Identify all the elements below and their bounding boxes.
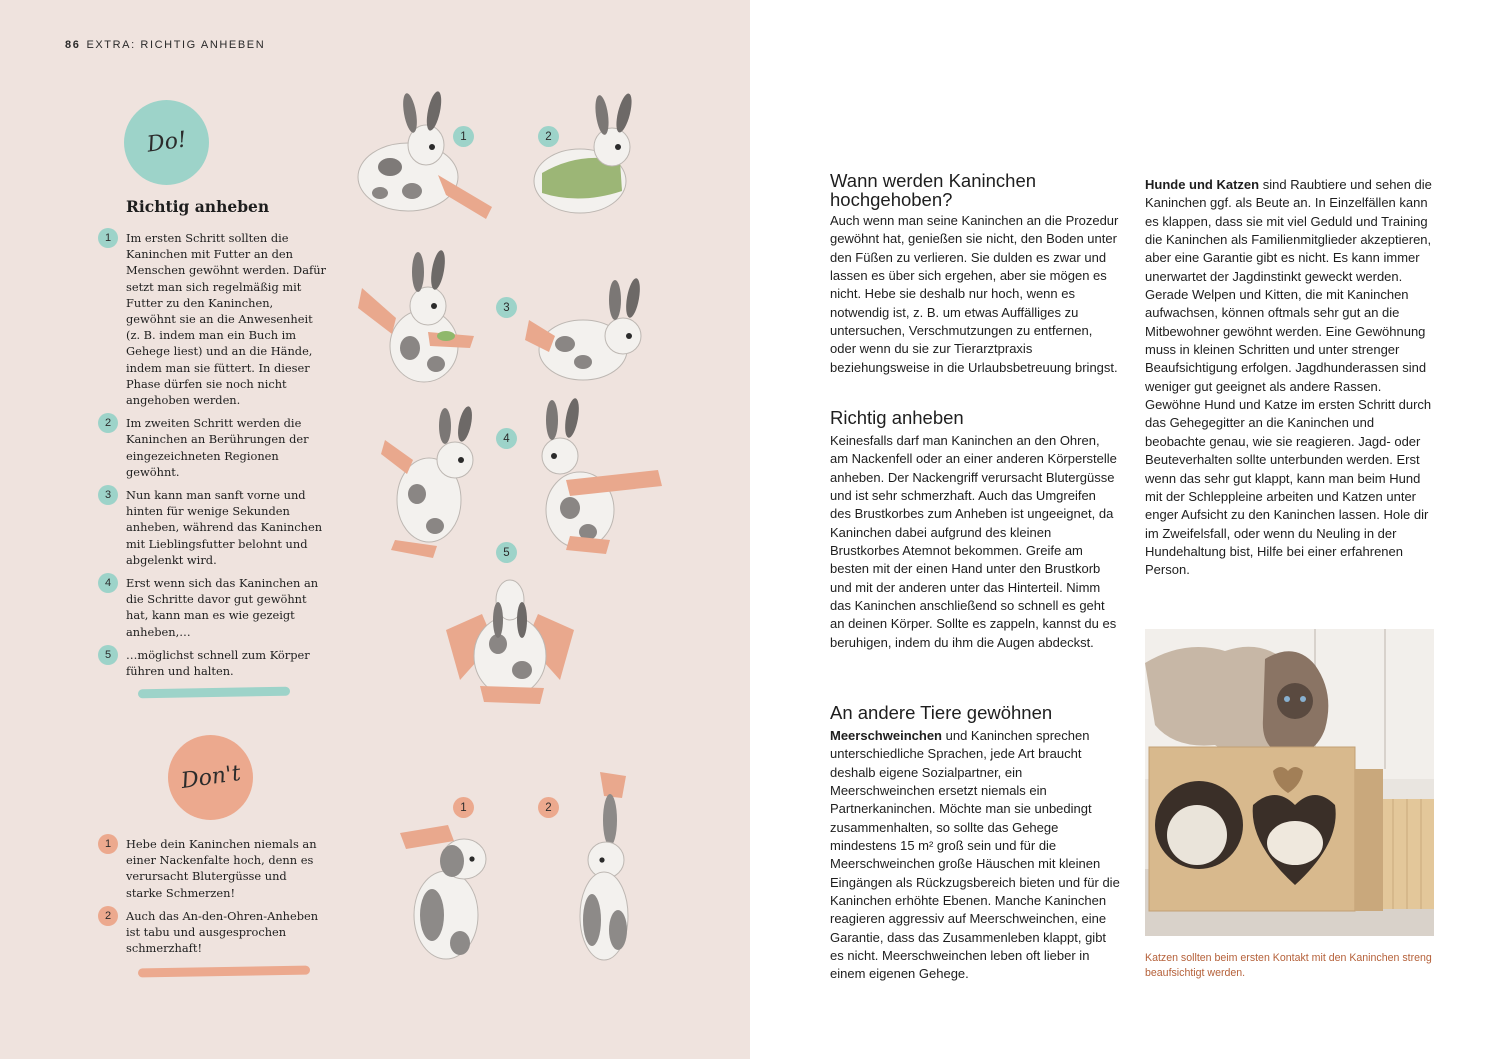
step-number: 2 [98, 413, 118, 433]
dont-step [98, 908, 326, 957]
heading-wann-hochgehoben: Wann werden Kaninchen hochgehoben? [830, 170, 1037, 210]
rabbit-illustration-dont-2 [570, 770, 640, 965]
step-text: Auch das An-den-Ohren-Anheben ist tabu und ausgesprochen schmerzhaft! [126, 908, 319, 956]
step-text: Erst wenn sich das Kaninchen an die Schritte davor gut gewöhnt hat, kann man es wie gezeigt anheben,… [126, 576, 319, 639]
rabbit-illustration-3a [362, 248, 492, 388]
do-section-title: Richtig anheben [126, 197, 270, 216]
page-header [65, 39, 265, 51]
do-steps-list [98, 230, 326, 686]
text-hunde-katzen-2: Gewöhne Hund und Katze im ersten Schritt durch das Gehegegitter an die Kaninchen und beobachte genau, wie sie reagieren. Jagd- oder Beuteverhalten sollte unterbunden werden. Erst wenn das sehr gut klappt, kann man beim Hund mit der Schleppleine arbeiten und Katzen unter enger Aufsicht zu den Kaninchen lassen. Hole dir im Zweifelsfall, oder wenn du Neuling in der Hundehaltung bist, Hilfe bei einer erfahrenen Person. [1145, 397, 1432, 578]
heading-andere-tiere: An andere Tiere gewöhnen [830, 702, 1053, 723]
text-meerschweinchen: und Kaninchen sprechen unterschiedliche Sprachen, jede Art braucht deshalb eigene Sozialpartner, ein Meerschweinchen ersetzt niemals ein Partnerkaninchen. Möchte man sie unbedingt zusammenhalten, so sollte das Gehege mindestens 15 m² groß sein und für die Meerschweinchen große Häuschen mit kleinen Eingängen als Rückzugsbereich bieten und für die Kaninchen erhöhte Ebenen. Manche Kaninchen reagieren aggressiv auf Meerschweinchen, eine Garantie, dass das Zusammenleben klappt, gibt es nicht. Meerschweinchen leben oft lieber in einem eigenen Gehege. [830, 728, 1120, 982]
step-number: 1 [98, 834, 118, 854]
do-step [98, 415, 326, 480]
do-badge-label: Do! [145, 127, 188, 158]
do-step [98, 230, 326, 408]
rabbit-illustration-5 [440, 570, 580, 725]
photo-caption: Katzen sollten beim ersten Kontakt mit den Kaninchen streng beaufsichtigt werden. [1145, 952, 1432, 979]
illustration-number: 2 [538, 126, 559, 147]
step-number: 1 [98, 228, 118, 248]
do-badge [124, 100, 209, 185]
dont-step [98, 836, 326, 901]
lead-meerschweinchen: Meerschweinchen [830, 728, 942, 743]
paragraph-wann-hochgehoben: Auch wenn man seine Kaninchen an die Prozedur gewöhnt hat, genießen sie nicht, den Boden unter den Füßen zu verlieren. Sie dulden es zwar und lassen es über sich ergehen, aber sie mögen es nicht. Hebe sie deshalb nur hoch, wenn es notwendig ist, z. B. um etwas Auffälliges zu untersuchen, Verschmutzungen zu entfernen, oder wenn du sie zur Tierarztpraxis beziehungsweise in die Urlaubsbetreuung bringst. [830, 213, 1119, 375]
rabbit-illustration-4a [385, 410, 495, 560]
do-step [98, 575, 326, 640]
dont-steps-list [98, 836, 326, 963]
dont-badge-label: Don't [179, 760, 242, 795]
illustration-number: 3 [496, 297, 517, 318]
text-hunde-katzen: sind Raubtiere und sehen die Kaninchen ggf. als Beute an. In Einzelfällen kann es klappen, dass sie mit viel Geduld und Training die Kaninchen als Familienmitglieder akzeptieren, aber eine Garantie gibt es nicht. Es kann immer unerwartet der Jagdinstinkt geweckt werden. Gerade Welpen und Kitten, die mit Kaninchen aufwachsen, können oftmals sehr gut an die Mitbewohner gewöhnt werden. Eine Gewöhnung muss in kleinen Schritten und unter strenger Beaufsichtigung erfolgen. Jagdhunderassen sind weniger gut geeignet als andere Rassen. [1145, 177, 1432, 394]
rabbit-illustration-2 [528, 95, 658, 225]
photo-drawing [1145, 629, 1434, 936]
paragraph-meerschweinchen [830, 727, 1120, 984]
illustration-number: 1 [453, 797, 474, 818]
dont-badge [168, 735, 253, 820]
heading-richtig-anheben: Richtig anheben [830, 407, 964, 428]
illustration-number: 4 [496, 428, 517, 449]
step-text: Im zweiten Schritt werden die Kaninchen an Berührungen der eingezeichneten Regionen gewöhnt. [126, 416, 309, 479]
step-text: Im ersten Schritt sollten die Kaninchen mit Futter an den Menschen gewöhnt werden. Dafür setzt man sich regelmäßig mit Futter zu den Kaninchen, gewöhnt sie an die Anwesenheit (z. B. indem man ein Buch im Gehege liest) und an die Hände, indem man sie füttert. In dieser Phase dürfen sie noch nicht angehoben werden. [126, 231, 326, 408]
paragraph-hunde-katzen [1145, 176, 1437, 580]
step-text: Hebe dein Kaninchen niemals an einer Nackenfalte hoch, denn es verursacht Blutergüsse und starke Schmerzen! [126, 837, 317, 900]
step-text: …möglichst schnell zum Körper führen und halten. [126, 647, 310, 679]
rabbit-illustration-1 [350, 95, 500, 225]
header-title: EXTRA: RICHTIG ANHEBEN [86, 39, 266, 51]
step-number: 5 [98, 645, 118, 665]
step-number: 4 [98, 573, 118, 593]
rabbit-illustration-4b [530, 400, 670, 560]
illustration-number: 1 [453, 126, 474, 147]
do-step [98, 647, 326, 679]
teal-brush-stroke [138, 687, 290, 699]
step-text: Nun kann man sanft vorne und hinten für wenige Sekunden anheben, während das Kaninchen mit Lieblingsfutter belohnt und abgelenkt wird. [126, 488, 323, 567]
page-number: 86 [65, 39, 81, 51]
do-step [98, 487, 326, 568]
illustration-number: 5 [496, 542, 517, 563]
rabbit-illustration-3b [525, 280, 655, 390]
rabbit-illustration-dont-1 [398, 815, 498, 965]
step-number: 3 [98, 485, 118, 505]
lead-hunde-katzen: Hunde und Katzen [1145, 177, 1260, 192]
cat-on-rabbit-house-photo [1145, 629, 1434, 936]
paragraph-richtig-anheben: Keinesfalls darf man Kaninchen an den Ohren, am Nackenfell oder an einer anderen Körperstelle anheben. Der Nackengriff verursacht Blutergüsse und ist sehr schmerzhaft. Auch das Umgreifen des Brustkorbes zum Anheben ist ungeeignet, da Kaninchen dabei aufgrund des kleinen Brustkorbes Atemnot bekommen. Greife am besten mit der einen Hand unter den Brustkorb und mit der anderen unter das Hinterteil. Nimm das Kaninchen anschließend so schnell es geht an deinen Körper. Sollte es zappeln, kannst du es beruhigen, indem du ihm die Augen abdeckst. [830, 433, 1117, 650]
illustration-number: 2 [538, 797, 559, 818]
step-number: 2 [98, 906, 118, 926]
salmon-brush-stroke [138, 965, 310, 977]
